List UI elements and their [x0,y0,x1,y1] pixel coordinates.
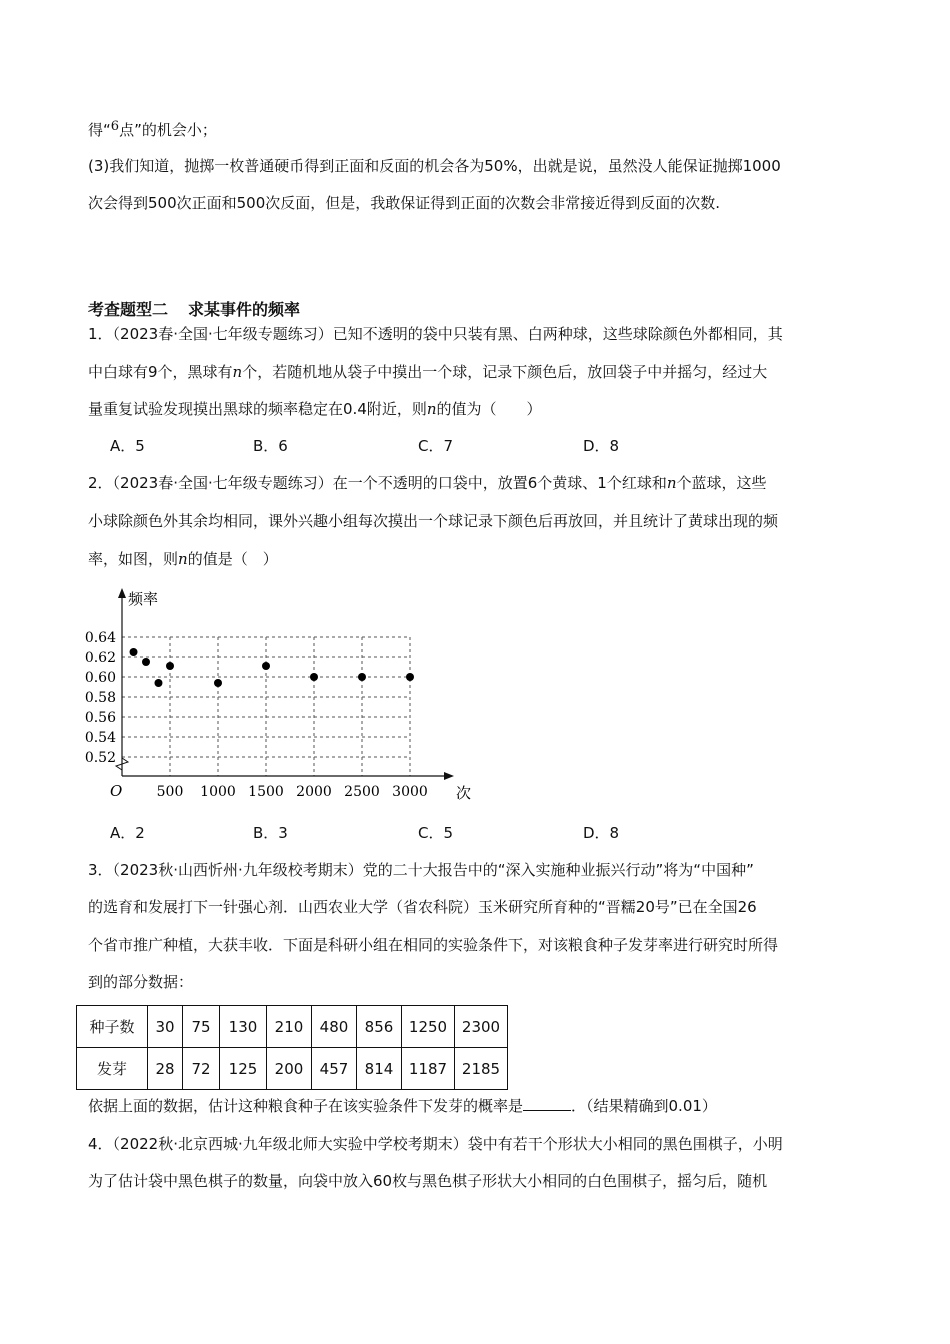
question-2-line [88,548,278,570]
math-variable: n [178,550,188,568]
y-tick-label: 0.58 [84,690,116,706]
x-tick-label: 3000 [392,784,428,800]
frequency-scatter-chart [82,584,482,806]
table-cell: 1250 [402,1006,455,1048]
text-fragment: 的值为（ ） [436,400,542,418]
data-point [130,648,138,656]
data-point [358,673,366,681]
y-tick-label: 0.54 [84,730,116,746]
question-4-line: 4．（2022秋·北京西城·九年级北师大实验中学校考期末）袋中有若干个形状大小相同的黑色围棋子，小明 [88,1135,783,1153]
data-point [406,673,414,681]
data-point [310,673,318,681]
table-cell: 72 [183,1048,220,1090]
text-fragment: 个，若随机地从袋子中摸出一个球，记录下颜色后，放回袋子中并摇匀，经过大 [242,363,768,381]
text-fragment: 得“ [88,121,111,139]
heading-part: 求某事件的频率 [188,300,301,319]
option-a[interactable]: A．5 [110,437,145,455]
origin-label: O [110,782,123,800]
x-axis-arrow [444,772,454,780]
question-2-line: 小球除颜色外其余均相同，课外兴趣小组每次摸出一个球记录下颜色后再放回，并且统计了黄球出现的频 [88,512,779,530]
text-line: 次会得到500次正面和500次反面，但是，我敢保证得到正面的次数会非常接近得到反面的次数. [88,194,721,212]
chart-axes [116,588,454,780]
table-row [77,1048,508,1090]
x-tick-label: 1500 [248,784,284,800]
table-cell: 1187 [402,1048,455,1090]
option-a[interactable]: A．2 [110,824,145,842]
math-variable: n [666,474,677,492]
text-fragment: 的值是（ ） [187,550,278,568]
table-cell: 814 [357,1048,402,1090]
heading-part: 考查题型二 [88,300,169,319]
question-3-line: 个省市推广种植，大获丰收．下面是科研小组在相同的实验条件下，对该粮食种子发芽率进行研究时所得 [88,936,779,954]
table-cell: 30 [148,1006,183,1048]
data-point [166,662,174,670]
table-cell: 125 [220,1048,267,1090]
question-1-line [88,361,767,383]
option-c[interactable]: C．7 [418,437,454,455]
x-tick-label: 500 [156,784,184,800]
data-point [154,679,162,687]
question-4-line: 为了估计袋中黑色棋子的数量，向袋中放入60枚与黑色棋子形状大小相同的白色围棋子，摇匀后，随机 [88,1172,768,1190]
table-cell: 2300 [455,1006,508,1048]
y-tick-label: 0.52 [84,750,116,766]
table-cell: 210 [267,1006,312,1048]
option-b[interactable]: B．6 [253,437,288,455]
option-b[interactable]: B．3 [253,824,288,842]
question-2-line [88,472,767,494]
table-cell: 457 [312,1048,357,1090]
question-3-line [88,1095,717,1117]
table-cell: 130 [220,1006,267,1048]
chart-grid [122,637,410,776]
text-fragment: 率，如图，则 [88,550,179,568]
x-tick-label: 2000 [296,784,332,800]
y-tick-label: 0.60 [84,670,116,686]
y-tick-label: 0.64 [84,630,116,646]
table-cell: 28 [148,1048,183,1090]
option-d[interactable]: D．8 [583,824,620,842]
text-line [88,119,217,143]
math-variable: n [426,400,437,418]
y-tick-label: 0.56 [84,710,116,726]
text-fragment: 依据上面的数据，估计这种粮食种子在该实验条件下发芽的概率是 [88,1097,524,1115]
table-row [77,1006,508,1048]
x-tick-label: 2500 [344,784,380,800]
y-axis-arrow [118,588,126,598]
table-cell: 2185 [455,1048,508,1090]
question-3-line: 3．（2023秋·山西忻州·九年级校考期末）党的二十大报告中的“深入实施种业振兴行动”将为“中国种” [88,861,754,879]
table-cell: 480 [312,1006,357,1048]
x-tick-label: 1000 [200,784,236,800]
math-number: 6 [110,119,120,134]
text-fragment: ．（结果精确到0.01） [571,1097,717,1115]
option-d[interactable]: D．8 [583,437,620,455]
data-point [214,679,222,687]
question-3-line: 的选育和发展打下一针强心剂．山西农业大学（省农科院）玉米研究所育种的“晋糯20号”已在全国26 [88,898,757,916]
table-header-cell: 发芽 [77,1048,148,1090]
option-c[interactable]: C．5 [418,824,454,842]
text-fragment: 个蓝球，这些 [676,474,767,492]
data-point [262,662,270,670]
text-fragment: 量重复试验发现摸出黑球的频率稳定在0.4附近，则 [88,400,427,418]
answer-blank[interactable] [523,1096,571,1111]
table-header-cell: 种子数 [77,1006,148,1048]
math-variable: n [232,363,243,381]
table-cell: 856 [357,1006,402,1048]
x-axis-label: 次 [456,784,472,802]
y-axis-label: 频率 [128,590,159,608]
data-point [142,658,150,666]
text-fragment: 中白球有9个，黑球有 [88,363,233,381]
table-cell: 200 [267,1048,312,1090]
table-cell: 75 [183,1006,220,1048]
text-fragment: 点”的机会小； [119,121,217,139]
text-fragment: 2．（2023春·全国·七年级专题练习）在一个不透明的口袋中，放置6个黄球、1个红球和 [88,474,667,492]
question-1-line: 1．（2023春·全国·七年级专题练习）已知不透明的袋中只装有黑、白两种球，这些球除颜色外都相同，其 [88,325,783,343]
text-line: (3)我们知道，抛掷一枚普通硬币得到正面和反面的机会各为50%，出就是说，虽然没人能保证抛掷1000 [88,157,781,175]
y-tick-label: 0.62 [84,650,116,666]
germination-table [76,1005,508,1090]
question-1-line [88,398,542,420]
question-3-line: 到的部分数据： [88,973,194,991]
section-heading [88,299,300,321]
